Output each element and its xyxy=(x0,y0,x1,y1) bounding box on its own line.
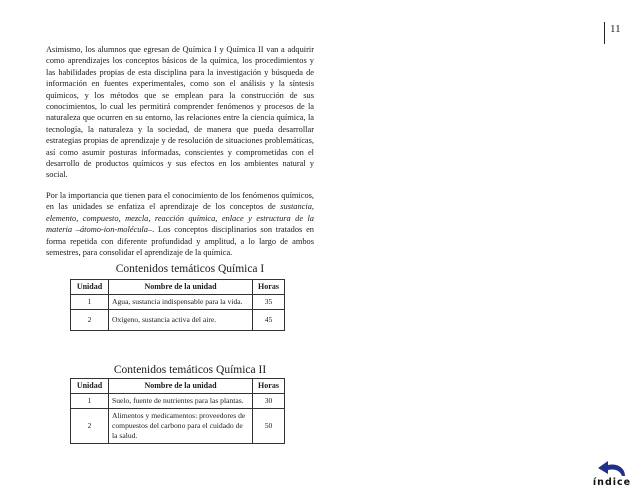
header-name: Nombre de la unidad xyxy=(109,379,253,394)
table-row xyxy=(71,394,285,409)
index-link[interactable] xyxy=(592,459,632,491)
page-number-text: 11 xyxy=(610,23,621,35)
unit-name: Agua, sustancia indispensable para la vida. xyxy=(109,295,253,310)
paragraph-2-rest: . Los conceptos disciplinarios son tratados en forma repetida con diferente profundidad y amplitud, a lo largo de ambos semestres, para consolidar el aprendizaje de la química. xyxy=(46,225,314,257)
unit-number: 2 xyxy=(71,310,109,331)
unit-hours: 50 xyxy=(253,409,285,444)
unit-hours: 35 xyxy=(253,295,285,310)
unit-number: 2 xyxy=(71,409,109,444)
unit-number: 1 xyxy=(71,394,109,409)
table-header-row xyxy=(71,280,285,295)
unit-name: Oxígeno, sustancia activa del aire. xyxy=(109,310,253,331)
page-number xyxy=(604,22,621,44)
unit-hours: 30 xyxy=(253,394,285,409)
table-row xyxy=(71,295,285,310)
paragraph-2-concepts: sustancia, elemento, compuesto, mezcla, reacción química, enlace y estructura de la materia –átomo-ion-molécula– xyxy=(46,202,314,235)
unit-number: 1 xyxy=(71,295,109,310)
unit-hours: 45 xyxy=(253,310,285,331)
header-hours: Horas xyxy=(253,280,285,295)
unit-name: Suelo, fuente de nutrientes para las plantas. xyxy=(109,394,253,409)
table-row xyxy=(71,409,285,444)
paragraph-2 xyxy=(46,190,314,258)
unit-name: Alimentos y medicamentos: proveedores de compuestos del carbono para el cuidado de la salud. xyxy=(109,409,253,444)
header-unit: Unidad xyxy=(71,379,109,394)
header-unit: Unidad xyxy=(71,280,109,295)
table-1 xyxy=(70,279,285,331)
table-2-title: Contenidos temáticos Química II xyxy=(113,364,267,376)
paragraph-1: Asimismo, los alumnos que egresan de Química I y Química II van a adquirir como aprendizajes los conceptos básicos de la química, los procedimientos y las habilidades propias de esta disciplina para la investigación y búsqueda de información en fuentes experimentales, como son el análisis y la síntesis químicos, y los métodos que se emplean para la construcción de sus conocimientos, lo cual les permitirá comprender fenómenos y procesos de la naturaleza que ocurren en su entorno, las relaciones entre la ciencia química, la tecnología, la naturaleza y la sociedad, de manera que pueda desarrollar estrategias propias de aprendizaje y de resolución de situaciones problemáticas, así como asumir posturas informadas, conscientes y comprometidas con el desarrollo de productos químicos y sus efectos en los ambientes natural y social. xyxy=(46,45,314,180)
table-2 xyxy=(70,378,285,444)
table-row xyxy=(71,310,285,331)
index-label[interactable]: índice xyxy=(592,477,632,488)
table-1-title: Contenidos temáticos Química I xyxy=(115,263,265,275)
body-text xyxy=(46,44,314,258)
header-hours: Horas xyxy=(253,379,285,394)
paragraph-2-intro: Por la importancia que tienen para el conocimiento de los fenómenos químicos, en las unidades se enfatiza el aprendizaje de los conceptos de xyxy=(46,190,314,212)
table-header-row xyxy=(71,379,285,394)
header-name: Nombre de la unidad xyxy=(109,280,253,295)
